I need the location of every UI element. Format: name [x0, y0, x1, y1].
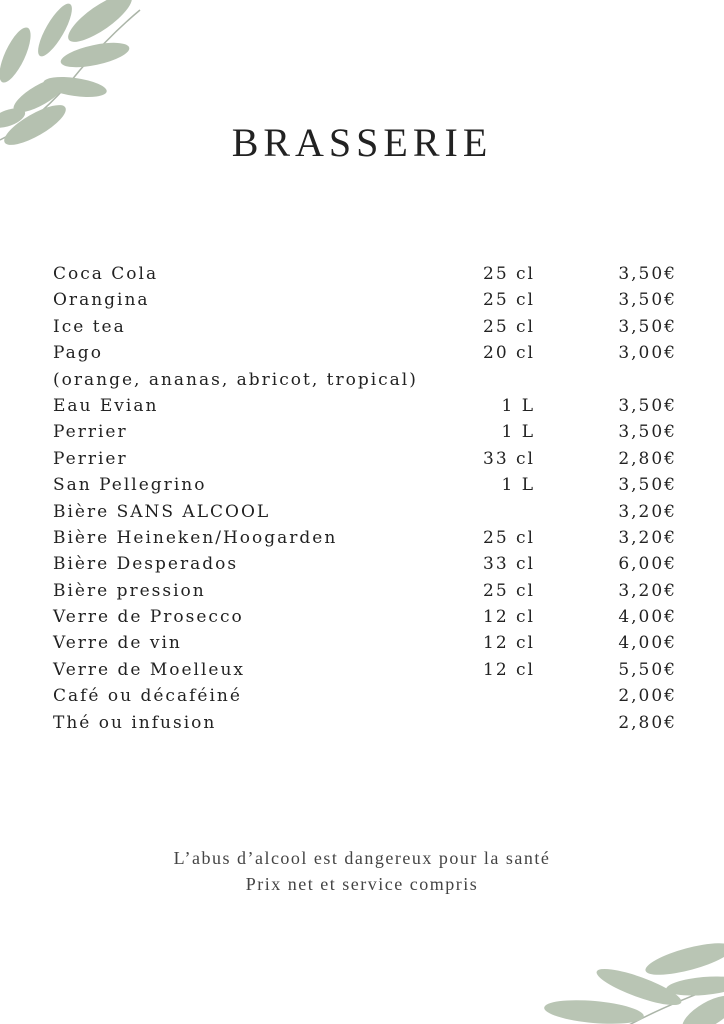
- menu-item: [53, 446, 677, 472]
- item-name: Verre de vin: [53, 633, 182, 654]
- item-price: 4,00€: [618, 633, 677, 654]
- item-volume: 1 L: [501, 475, 535, 496]
- item-price: 5,50€: [618, 659, 677, 680]
- alcohol-warning: L’abus d’alcool est dangereux pour la santé: [173, 848, 551, 868]
- item-name: Verre de Prosecco: [53, 607, 244, 628]
- item-name: Perrier: [53, 422, 128, 443]
- item-price: 2,80€: [618, 712, 677, 733]
- item-price: 3,50€: [618, 290, 677, 311]
- item-price: 3,50€: [618, 316, 677, 337]
- item-name: Perrier: [53, 448, 128, 469]
- item-price: 3,20€: [618, 580, 677, 601]
- olive-leaves-icon: [524, 924, 724, 1024]
- menu-item: [53, 393, 677, 419]
- menu-item-note: [53, 367, 677, 393]
- menu-item: [53, 419, 677, 445]
- item-volume: 25 cl: [483, 264, 535, 284]
- item-price: 3,00€: [618, 343, 677, 364]
- item-price: 3,20€: [618, 527, 677, 548]
- item-price: 3,20€: [618, 501, 677, 522]
- item-price: 6,00€: [618, 554, 677, 575]
- item-price: 4,00€: [618, 607, 677, 628]
- item-name: Pago: [53, 343, 103, 364]
- menu-item: [53, 261, 677, 287]
- menu-item: [53, 683, 677, 709]
- menu-item: [53, 472, 677, 498]
- item-name: Bière Desperados: [53, 554, 239, 575]
- item-name: Eau Evian: [53, 395, 159, 416]
- item-price: 2,80€: [618, 448, 677, 469]
- item-name: San Pellegrino: [53, 475, 207, 496]
- item-volume: 33 cl: [483, 554, 535, 575]
- item-volume: 33 cl: [483, 448, 535, 469]
- menu-item: [53, 604, 677, 630]
- item-name: Orangina: [53, 290, 150, 311]
- item-volume: 12 cl: [483, 607, 535, 628]
- menu-item: [53, 314, 677, 340]
- item-name: Café ou décaféiné: [53, 686, 242, 707]
- item-price: 3,50€: [618, 422, 677, 443]
- item-volume: 25 cl: [483, 316, 535, 337]
- item-volume: 25 cl: [483, 527, 535, 548]
- item-price: 3,50€: [618, 475, 677, 496]
- item-name: Bière pression: [53, 580, 206, 601]
- item-price: 2,00€: [618, 686, 677, 707]
- menu-item: [53, 578, 677, 604]
- menu-item: [53, 710, 677, 736]
- item-name: Bière SANS ALCOOL: [53, 501, 271, 522]
- item-price: 3,50€: [618, 264, 677, 284]
- menu-item: [53, 499, 677, 525]
- item-name: Coca Cola: [53, 264, 159, 284]
- item-volume: 25 cl: [483, 290, 535, 311]
- menu-item: [53, 657, 677, 683]
- service-note: Prix net et service compris: [245, 874, 479, 894]
- item-name: Ice tea: [53, 316, 126, 337]
- item-volume: 1 L: [501, 422, 535, 443]
- item-volume: 12 cl: [483, 659, 535, 680]
- footer-notice: [0, 845, 724, 897]
- menu-list: [53, 261, 677, 736]
- menu-item: [53, 551, 677, 577]
- item-volume: 25 cl: [483, 580, 535, 601]
- item-name: Thé ou infusion: [53, 712, 217, 733]
- item-volume: 12 cl: [483, 633, 535, 654]
- page-title: BRASSERIE: [231, 120, 493, 165]
- item-price: 3,50€: [618, 395, 677, 416]
- menu-item: [53, 525, 677, 551]
- menu-item: [53, 630, 677, 656]
- item-name: (orange, ananas, abricot, tropical): [53, 369, 418, 390]
- item-name: Verre de Moelleux: [53, 659, 246, 680]
- menu-item: [53, 340, 677, 366]
- item-volume: 20 cl: [483, 343, 535, 364]
- item-name: Bière Heineken/Hoogarden: [53, 527, 338, 548]
- item-volume: 1 L: [501, 395, 535, 416]
- menu-item: [53, 287, 677, 313]
